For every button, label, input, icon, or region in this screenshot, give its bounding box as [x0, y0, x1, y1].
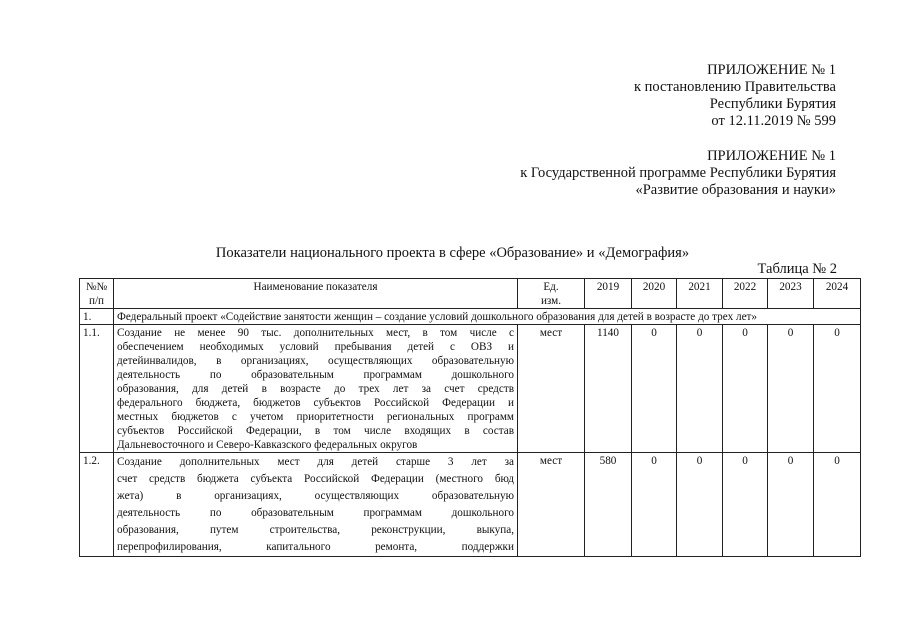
row-value-2020: 0 [632, 453, 677, 557]
table-row [80, 453, 861, 557]
row-unit: мест [518, 453, 585, 557]
row-value-2023: 0 [768, 325, 814, 453]
header-name: Наименование показателя [114, 279, 518, 309]
row-value-2020: 0 [632, 325, 677, 453]
row-unit: мест [518, 325, 585, 453]
header-num-line: №№ [85, 281, 108, 293]
header-year: 2020 [632, 279, 677, 309]
table-row [80, 325, 861, 453]
header-num [80, 279, 114, 309]
indicator-line: деятельность по образовательным программам дошкольного [117, 369, 514, 381]
row-value-2019: 580 [585, 453, 632, 557]
table-number: Таблица № 2 [757, 261, 837, 277]
appendix-program-line: ПРИЛОЖЕНИЕ № 1 [707, 148, 836, 164]
header-unit-line: Ед. [543, 281, 559, 293]
document-title: Показатели национального проекта в сфере «Образование» и «Демография» [215, 245, 690, 261]
header-year: 2022 [723, 279, 768, 309]
indicator-line: детейинвалидов, в организациях, осуществляющих образовательную [117, 355, 514, 367]
appendix-decree-block [634, 62, 836, 130]
row-value-2022: 0 [723, 453, 768, 557]
section-text: Федеральный проект «Содействие занятости женщин – создание условий дошкольного образования для детей в возрасте до трех лет» [114, 309, 861, 325]
row-value-2021: 0 [677, 325, 723, 453]
table-header-row [80, 279, 861, 309]
row-indicator-name [114, 325, 518, 453]
row-value-2022: 0 [723, 325, 768, 453]
indicator-line: местных бюджетов с учетом приоритетности региональных программ [117, 411, 514, 423]
indicator-line: счет средств бюджета субъекта Российской Федерации (местного бюд [117, 473, 514, 485]
appendix-decree-line: к постановлению Правительства [634, 79, 836, 95]
appendix-decree-line: от 12.11.2019 № 599 [711, 113, 836, 129]
indicator-line: деятельность по образовательным программам дошкольного [117, 507, 514, 519]
row-value-2019: 1140 [585, 325, 632, 453]
indicator-line: перепрофилирования, капитального ремонта, поддержки [117, 541, 514, 553]
row-value-2023: 0 [768, 453, 814, 557]
appendix-program-block [520, 148, 836, 199]
row-value-2024: 0 [814, 453, 861, 557]
row-num: 1.2. [80, 453, 114, 557]
indicator-line: образования, путем строительства, реконструкции, выкупа, [117, 524, 514, 536]
header-year: 2021 [677, 279, 723, 309]
indicator-line: федерального бюджета, бюджетов субъектов Российской Федерации и [117, 397, 514, 409]
appendix-program-line: «Развитие образования и науки» [635, 182, 836, 198]
row-value-2024: 0 [814, 325, 861, 453]
indicator-line: Создание дополнительных мест для детей старше 3 лет за [117, 456, 514, 468]
header-num-line: п/п [88, 295, 105, 307]
indicator-line: образования, для детей в возрасте до трех лет за счет средств [117, 383, 514, 395]
appendix-decree-line: ПРИЛОЖЕНИЕ № 1 [707, 62, 836, 78]
appendix-program-line: к Государственной программе Республики Бурятия [520, 165, 836, 181]
indicator-line: Создание не менее 90 тыс. дополнительных мест, в том числе с [117, 327, 514, 339]
section-num: 1. [80, 309, 114, 325]
row-value-2021: 0 [677, 453, 723, 557]
header-unit-line: изм. [540, 295, 562, 307]
header-year: 2019 [585, 279, 632, 309]
row-num: 1.1. [80, 325, 114, 453]
row-indicator-name [114, 453, 518, 557]
indicator-line: жета) в организациях, осуществляющих образовательную [117, 490, 514, 502]
indicator-line: Дальневосточного и Северо-Кавказского федеральных округов [117, 439, 418, 451]
indicator-line: обеспечением необходимых условий пребывания детей с ОВЗ и [117, 341, 514, 353]
appendix-decree-line: Республики Бурятия [709, 96, 836, 112]
indicator-line: субъектов Российской Федерации, в том числе входящих в состав [117, 425, 514, 437]
indicators-table [79, 278, 861, 557]
header-year: 2024 [814, 279, 861, 309]
header-unit [518, 279, 585, 309]
section-row [80, 309, 861, 325]
header-year: 2023 [768, 279, 814, 309]
